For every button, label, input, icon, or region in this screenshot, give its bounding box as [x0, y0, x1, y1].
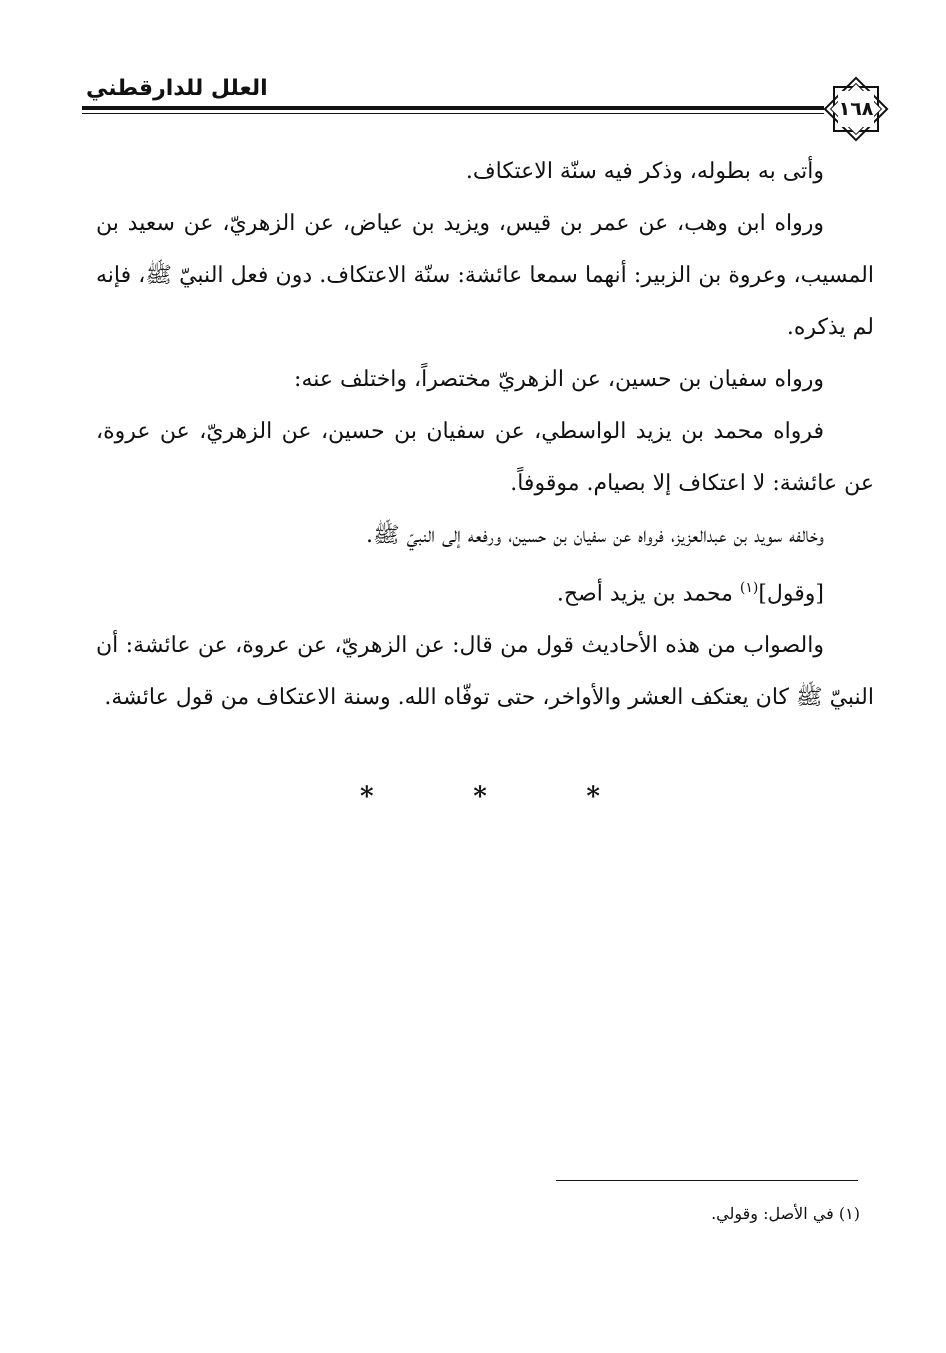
page-number: ١٦٨: [838, 98, 874, 120]
page-number-badge: [820, 76, 892, 142]
separator-star: *: [360, 782, 374, 812]
main-text: [96, 146, 874, 724]
paragraph-rest: محمد بن يزيد أصح.: [556, 581, 740, 607]
paragraph: والصواب من هذه الأحاديث قول من قال: عن الزهريّ، عن عروة، عن عائشة: أن النبيّ ﷺ كان يعتكف العشر والأواخر، حتى توفّاه الله. وسنة الاعتكاف من قول عائشة.: [96, 633, 874, 711]
header-rule: [82, 106, 824, 114]
paragraph: فرواه محمد بن يزيد الواسطي، عن سفيان بن حسين، عن الزهريّ، عن عروة، عن عائشة: لا اعتكاف إلا بصيام. موقوفاً.: [96, 419, 874, 496]
separator-star: *: [473, 782, 487, 812]
paragraph: ورواه ابن وهب، عن عمر بن قيس، ويزيد بن عياض، عن الزهريّ، عن سعيد بن المسيب، وعروة بن الزبير: أنهما سمعا عائشة: سنّة الاعتكاف. دون فعل النبيّ ﷺ، فإنه لم يذكره.: [96, 211, 874, 340]
bracketed-word: [وقول]: [758, 581, 824, 607]
section-separator: [360, 782, 600, 812]
header-rule-thick: [82, 106, 824, 110]
footnote-divider: [556, 1180, 858, 1181]
paragraph-with-footnote: [96, 562, 874, 620]
paragraph: وخالفه سويد بن عبدالعزيز، فرواه عن سفيان بن حسين، ورفعه إلى النبيّ ﷺ.: [366, 523, 824, 548]
separator-star: *: [586, 782, 600, 812]
running-header-title: العلل للدارقطني: [86, 76, 268, 101]
footnote: (١) في الأصل: وقولي.: [711, 1204, 860, 1223]
paragraph: ورواه سفيان بن حسين، عن الزهريّ مختصراً، واختلف عنه:: [294, 367, 824, 392]
paragraph: وأتى به بطوله، وذكر فيه سنّة الاعتكاف.: [465, 159, 824, 184]
header-rule-thin: [82, 113, 824, 114]
footnote-marker: (١): [739, 580, 759, 596]
